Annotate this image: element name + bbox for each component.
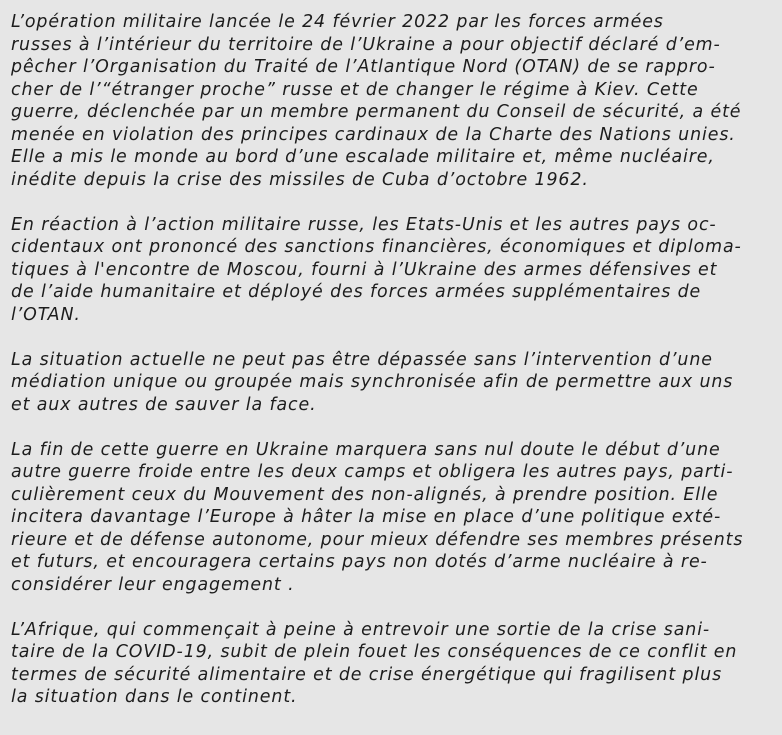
text-line: menée en violation des principes cardinaux de la Charte des Nations unies.: [11, 124, 736, 145]
text-line: taire de la COVID-19, subit de plein fouet les conséquences de ce conflit en: [11, 642, 738, 662]
text-line: En réaction à l’action militaire russe, les Etats-Unis et les autres pays oc-: [11, 214, 717, 235]
text-line: de l’aide humanitaire et déployé des forces armées supplémentaires de: [11, 282, 702, 302]
paragraph-spacer: [11, 326, 776, 349]
text-line: Elle a mis le monde au bord d’une escalade militaire et, même nucléaire,: [11, 147, 715, 167]
text-line: pêcher l’Organisation du Traité de l’Atlantique Nord (OTAN) de se rappro-: [11, 57, 716, 77]
text-line: et aux autres de sauver la face.: [11, 394, 317, 415]
paragraph-spacer: [11, 596, 776, 619]
text-line: culièrement ceux du Mouvement des non-alignés, à prendre position. Elle: [11, 484, 719, 505]
text-line: considérer leur engagement .: [11, 574, 295, 595]
text-line: L’opération militaire lancée le 24 février 2022 par les forces armées: [11, 12, 664, 32]
text-line: inédite depuis la crise des missiles de Cuba d’octobre 1962.: [11, 169, 589, 190]
text-line: médiation unique ou groupée mais synchronisée afin de permettre aux uns: [11, 372, 734, 392]
paragraph-spacer: [11, 191, 776, 214]
text-line: autre guerre froide entre les deux camps et obligera les autres pays, parti-: [11, 462, 734, 482]
paragraph-spacer: [11, 416, 776, 439]
text-line: rieure et de défense autonome, pour mieux défendre ses membres présents: [11, 529, 744, 550]
paragraph-western-reaction: [11, 214, 776, 327]
paragraph-mediation: [11, 349, 776, 417]
text-line: La situation actuelle ne peut pas être dépassée sans l’intervention d’une: [11, 349, 713, 370]
text-line: la situation dans le continent.: [11, 687, 298, 707]
text-line: La fin de cette guerre en Ukraine marquera sans nul doute le début d’une: [11, 439, 721, 460]
text-line: l’OTAN.: [11, 304, 81, 325]
text-line: cidentaux ont prononcé des sanctions financières, économiques et diploma-: [11, 237, 742, 257]
text-line: russes à l’intérieur du territoire de l’Ukraine a pour objectif déclaré d’em-: [11, 34, 721, 55]
text-line: incitera davantage l’Europe à hâter la mise en place d’une politique exté-: [11, 507, 722, 527]
paragraph-invasion: [11, 11, 776, 191]
text-line: tiques à l'encontre de Moscou, fourni à l’Ukraine des armes défensives et: [11, 259, 718, 280]
text-line: cher de l’“étranger proche” russe et de changer le régime à Kiev. Cette: [11, 79, 699, 100]
paragraph-cold-war: [11, 439, 776, 597]
text-line: termes de sécurité alimentaire et de crise énergétique qui fragilisent plus: [11, 664, 723, 685]
text-line: et futurs, et encouragera certains pays non dotés d’arme nucléaire à re-: [11, 552, 708, 572]
text-line: L’Afrique, qui commençait à peine à entrevoir une sortie de la crise sani-: [11, 619, 711, 640]
paragraph-africa: [11, 619, 776, 709]
text-line: guerre, déclenchée par un membre permanent du Conseil de sécurité, a été: [11, 102, 742, 122]
